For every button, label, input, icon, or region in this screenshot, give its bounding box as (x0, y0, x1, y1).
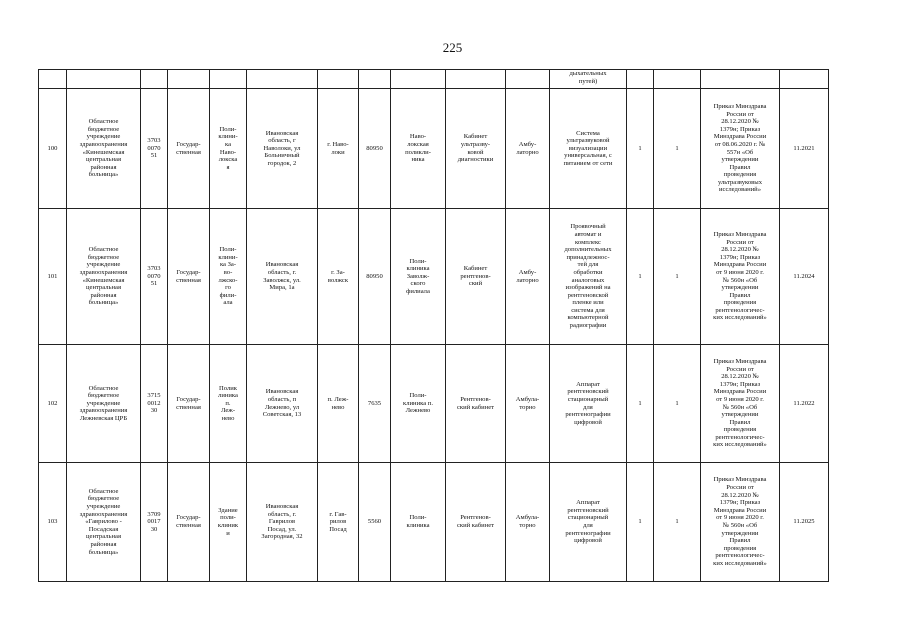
unit-name: Наво- локская поликли- ника (391, 89, 446, 209)
row-number: 100 (39, 89, 67, 209)
facility-address: Ивановская область, п Лежнево, ул Советская, 13 (247, 345, 318, 463)
facility-address: Ивановская область, г. Заволжск, ул. Мира, 1а (247, 209, 318, 345)
room-name: Кабинет ультразву- ковой диагностики (446, 89, 506, 209)
carryover-equipment-text: дыхательных путей) (550, 70, 627, 89)
table-cell (701, 70, 780, 89)
regulatory-order: Приказ Минздрава России от 28.12.2020 № 1379н; Приказ Минздрава России от 08.06.2020 г. № 557н «Об утверждении Правил проведения ультразвуковых исследований» (701, 89, 780, 209)
settlement: г. Наво- локи (318, 89, 359, 209)
ownership-form: Государ- ственная (168, 89, 210, 209)
table-row (39, 463, 829, 582)
quantity-required: 1 (627, 345, 654, 463)
territory-code: 80950 (359, 209, 391, 345)
table-cell (318, 70, 359, 89)
room-name: Рентгенов- ский кабинет (446, 345, 506, 463)
care-conditions: Амбула- торно (506, 345, 550, 463)
quantity-required: 1 (627, 209, 654, 345)
organization-code: 3709 0017 30 (141, 463, 168, 582)
row-number: 101 (39, 209, 67, 345)
facility-name: Поли- клини- ка За- во- лжско- го фили- ала (210, 209, 247, 345)
organization-name: Областное бюджетное учреждение здравоохранения «Кинешемская центральная районная больница» (67, 89, 141, 209)
delivery-date: 11.2022 (780, 345, 829, 463)
organization-code: 3703 0070 51 (141, 209, 168, 345)
row-number: 102 (39, 345, 67, 463)
quantity-required: 1 (627, 463, 654, 582)
organization-code: 3703 0070 51 (141, 89, 168, 209)
regulatory-order: Приказ Минздрава России от 28.12.2020 № 1379н; Приказ Минздрава России от 9 июня 2020 г. № 560н «Об утверждении Правил проведения рентгенологичес- ких исследований» (701, 345, 780, 463)
facility-address: Ивановская область, г Наволоки, ул Больничный городок, 2 (247, 89, 318, 209)
quantity-planned: 1 (654, 209, 701, 345)
table-cell (67, 70, 141, 89)
table-cell (506, 70, 550, 89)
quantity-planned: 1 (654, 345, 701, 463)
equipment-name: Система ультразвуковой визуализации универсальная, с питанием от сети (550, 89, 627, 209)
facility-name: Здание поли- клиник и (210, 463, 247, 582)
equipment-register-table (38, 69, 829, 582)
table-cell (210, 70, 247, 89)
table-cell (168, 70, 210, 89)
carryover-row (39, 70, 829, 89)
organization-name: Областное бюджетное учреждение здравоохранения Лежневская ЦРБ (67, 345, 141, 463)
row-number: 103 (39, 463, 67, 582)
table-cell (627, 70, 654, 89)
facility-name: Полик линика п. Леж- нево (210, 345, 247, 463)
table-cell (39, 70, 67, 89)
territory-code: 80950 (359, 89, 391, 209)
table-cell (391, 70, 446, 89)
regulatory-order: Приказ Минздрава России от 28.12.2020 № 1379н; Приказ Минздрава России от 9 июня 2020 г. № 560н «Об утверждении Правил проведения рентгенологичес- ких исследований» (701, 463, 780, 582)
quantity-required: 1 (627, 89, 654, 209)
unit-name: Поли- клиника Заволж- ского филиала (391, 209, 446, 345)
table-row (39, 209, 829, 345)
territory-code: 5560 (359, 463, 391, 582)
table-cell (654, 70, 701, 89)
table-cell (446, 70, 506, 89)
care-conditions: Амбула- торно (506, 463, 550, 582)
table-cell (247, 70, 318, 89)
quantity-planned: 1 (654, 89, 701, 209)
room-name: Рентгенов- ский кабинет (446, 463, 506, 582)
organization-name: Областное бюджетное учреждение здравоохранения «Гаврилово - Посадская центральная районная больница» (67, 463, 141, 582)
equipment-name: Аппарат рентгеновский стационарный для рентгенографии цифровой (550, 463, 627, 582)
room-name: Кабинет рентгенов- ский (446, 209, 506, 345)
table-cell (141, 70, 168, 89)
equipment-name: Проявочный автомат и комплекс дополнительных принадлежнос- тей для обработки аналоговых изображений на рентгеновской пленке или система для компьютерной радиографии (550, 209, 627, 345)
ownership-form: Государ- ственная (168, 209, 210, 345)
care-conditions: Амбу- латорно (506, 209, 550, 345)
facility-name: Поли- клини- ка Наво- локска я (210, 89, 247, 209)
organization-name: Областное бюджетное учреждение здравоохранения «Кинешемская центральная районная больница» (67, 209, 141, 345)
facility-address: Ивановская область, г. Гаврилов Посад, ул. Загородная, 32 (247, 463, 318, 582)
organization-code: 3715 0012 30 (141, 345, 168, 463)
equipment-name: Аппарат рентгеновский стационарный для рентгенографии цифровой (550, 345, 627, 463)
ownership-form: Государ- ственная (168, 463, 210, 582)
care-conditions: Амбу- латорно (506, 89, 550, 209)
regulatory-order: Приказ Минздрава России от 28.12.2020 № 1379н; Приказ Минздрава России от 9 июня 2020 г. № 560н «Об утверждении Правил проведения рентгенологичес- ких исследований» (701, 209, 780, 345)
delivery-date: 11.2021 (780, 89, 829, 209)
quantity-planned: 1 (654, 463, 701, 582)
table-cell (780, 70, 829, 89)
settlement: п. Леж- нево (318, 345, 359, 463)
unit-name: Поли- клиника (391, 463, 446, 582)
delivery-date: 11.2024 (780, 209, 829, 345)
delivery-date: 11.2025 (780, 463, 829, 582)
table-cell (359, 70, 391, 89)
table-row (39, 89, 829, 209)
ownership-form: Государ- ственная (168, 345, 210, 463)
settlement: г. За- волжск (318, 209, 359, 345)
unit-name: Поли- клиника п. Лежнево (391, 345, 446, 463)
settlement: г. Гав- рилов Посад (318, 463, 359, 582)
table-row (39, 345, 829, 463)
territory-code: 7635 (359, 345, 391, 463)
page-number: 225 (442, 40, 463, 55)
